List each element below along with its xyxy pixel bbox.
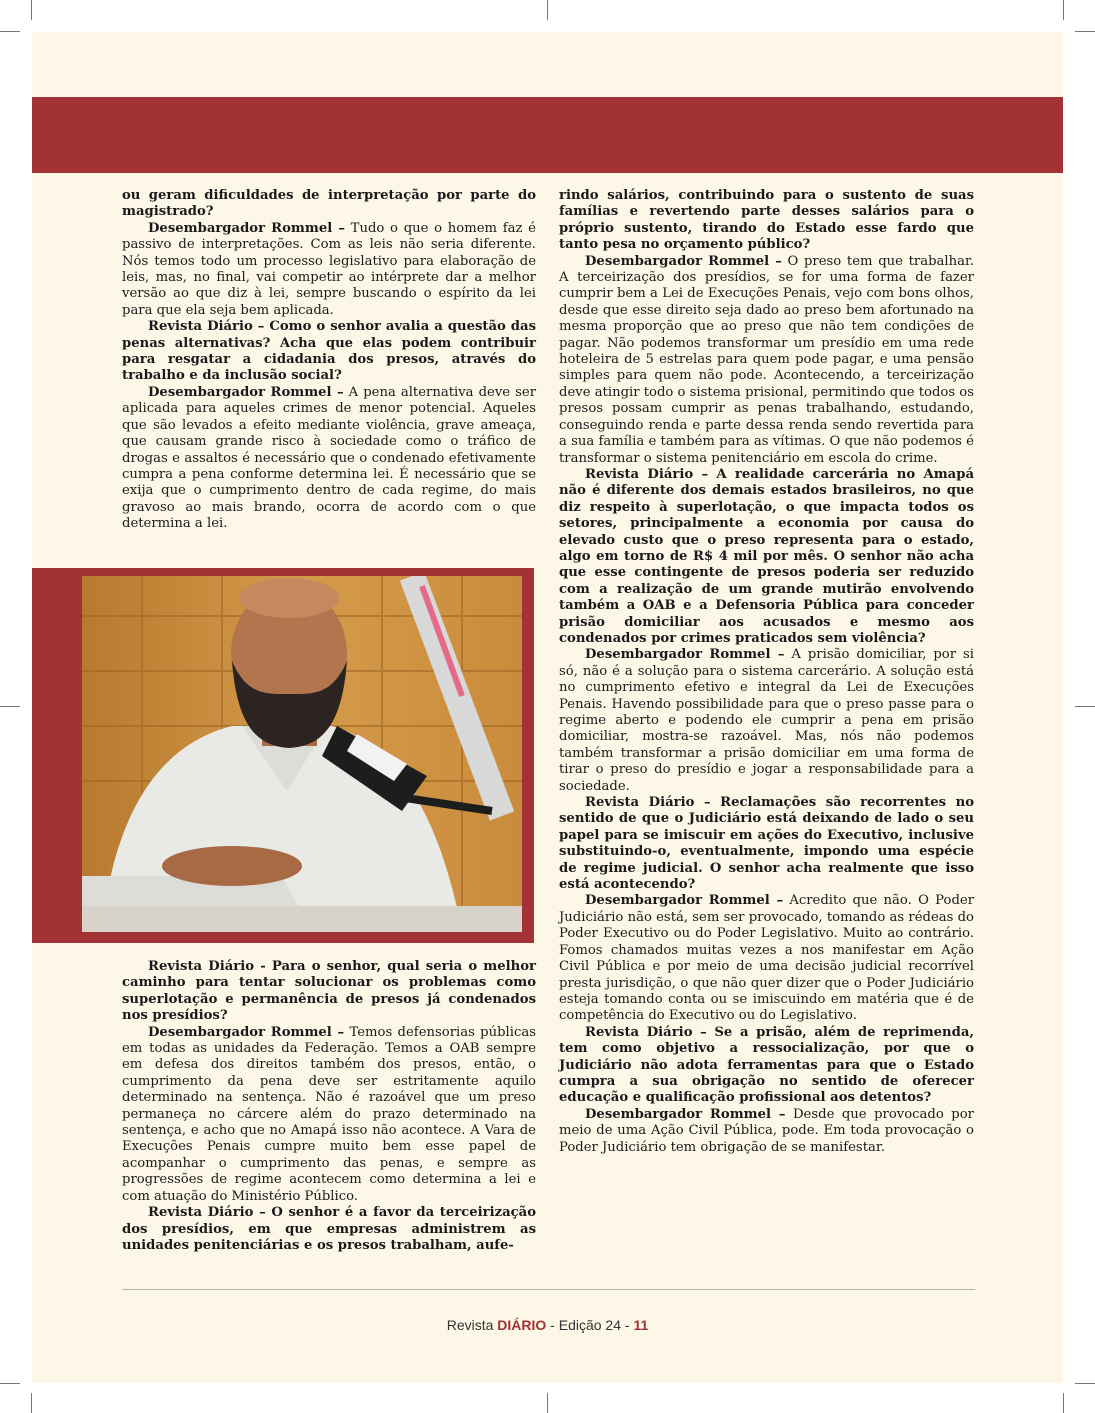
photo-illustration xyxy=(82,576,522,932)
interview-question xyxy=(559,1025,974,1107)
article-column-left-bottom xyxy=(122,959,536,1254)
interview-question xyxy=(559,188,974,254)
crop-mark xyxy=(547,0,548,20)
answer-text: Desde que provocado por meio de uma Ação Civil Pública, pode. Em toda provocação o Poder Judiciário tem obrigação de se manifestar. xyxy=(559,1106,974,1155)
speaker-label: Desembargador Rommel – xyxy=(585,253,782,269)
interview-question xyxy=(559,795,974,893)
page-footer xyxy=(0,1317,1095,1333)
footer-edition: - Edição 24 - xyxy=(546,1317,634,1333)
question-text: Revista Diário – Reclamações são recorrentes no sentido de que o Judiciário está deixando de lado o seu papel para se imiscuir em ações do Executivo, inclusive substituindo-o, eventualmente, impondo uma espécie de regime judicial. O senhor acha realmente que isso está acontecendo? xyxy=(559,795,974,893)
crop-mark xyxy=(0,1383,20,1384)
interview-answer xyxy=(122,221,536,319)
crop-mark xyxy=(31,1393,32,1413)
interview-question xyxy=(122,959,536,1025)
speaker-label: Desembargador Rommel – xyxy=(585,893,784,909)
crop-mark xyxy=(1075,706,1095,707)
crop-mark xyxy=(547,1393,548,1413)
interview-photo xyxy=(82,576,522,932)
interview-question xyxy=(122,319,536,385)
interview-answer xyxy=(122,1025,536,1205)
interview-question xyxy=(122,1205,536,1254)
interview-question xyxy=(122,188,536,221)
article-column-left-top xyxy=(122,188,536,533)
interview-answer xyxy=(559,647,974,795)
interview-answer xyxy=(559,254,974,467)
crop-mark xyxy=(1075,1383,1095,1384)
question-text: Revista Diário - Para o senhor, qual seria o melhor caminho para tentar solucionar os problemas como superlotação e permanência de presos já condenados nos presídios? xyxy=(122,959,536,1024)
crop-mark xyxy=(1063,1393,1064,1413)
question-text: ou geram dificuldades de interpretação por parte do magistrado? xyxy=(122,188,536,220)
header-band xyxy=(32,97,1063,173)
crop-mark xyxy=(0,31,20,32)
speaker-label: Desembargador Rommel – xyxy=(148,1024,345,1040)
crop-mark xyxy=(31,0,32,20)
interview-answer xyxy=(559,1107,974,1156)
page-number: 11 xyxy=(633,1317,649,1333)
question-text: Revista Diário – O senhor é a favor da terceirização dos presídios, em que empresas administrem as unidades penitenciárias e os presos trabalham, aufe- xyxy=(122,1205,536,1253)
footer-rule xyxy=(122,1289,975,1290)
answer-text: A pena alternativa deve ser aplicada para aqueles crimes de menor potencial. Aqueles que são levados a efeito mediante violência, grave ameaça, que causam grande risco à sociedade como o tráfico de drogas e assaltos é necessário que o condenado efetivamente cumpra a pena conforme determina lei. É necessário que se exija que o cumprimento dentro de cada regime, do mais gravoso ao mais brando, ocorra de acordo com o que determina a lei. xyxy=(122,384,536,532)
interview-answer xyxy=(122,385,536,533)
interview-answer xyxy=(559,893,974,1024)
question-text: rindo salários, contribuindo para o sustento de suas famílias e revertendo parte desses salários para o próprio sustento, tirando do Estado esse fardo que tanto pesa no orçamento público? xyxy=(559,188,974,253)
interview-question xyxy=(559,467,974,647)
footer-brand: DIÁRIO xyxy=(497,1317,547,1333)
answer-text: Acredito que não. O Poder Judiciário não está, sem ser provocado, tomando as rédeas do Poder Executivo ou do Poder Legislativo. Muito ao contrário. Fomos chamados muitas vezes a nos manifestar em Ação Civil Pública e por meio de uma decisão judicial recorrível presta jurisdição, o que não quer dizer que o Poder Judiciário esteja tomando conta ou se imiscuindo em matéria que é de competência do Executivo ou do Legislativo. xyxy=(559,893,974,1024)
question-text: Revista Diário – A realidade carcerária no Amapá não é diferente dos demais estados brasileiros, no que diz respeito à superlotação, o que impacta todos os setores, principalmente a economia por causa do elevado custo que o preso representa para o estado, algo em torno de R$ 4 mil por mês. O senhor não acha que esse contingente de presos poderia ser reduzido com a realização de um grande mutirão envolvendo também a OAB e a Defensoria Pública para conceder prisão domiciliar aos acusados e mesmo aos condenados por crimes praticados sem violência? xyxy=(559,466,974,646)
speaker-label: Desembargador Rommel – xyxy=(585,647,785,663)
question-text: Revista Diário – Se a prisão, além de reprimenda, tem como objetivo a ressocialização, por que o Judiciário não adota ferramentas para que o Estado cumpra a sua obrigação no sentido de oferecer educação e qualificação profissional aos detentos? xyxy=(559,1024,974,1106)
speaker-label: Desembargador Rommel – xyxy=(585,1106,786,1122)
answer-text: Temos defensorias públicas em todas as unidades da Federação. Temos a OAB sempre em defesa dos direitos também dos presos, então, o cumprimento da pena deve ser estritamente aquilo determinado na sentença. Não é razoável que um preso permaneça no cárcere além do prazo determinado na sentença, e acho que no Amapá isso não acontece. A Vara de Execuções Penais cumpre muito bem esse papel de acompanhar o cumprimento das penas, e sempre as progressões de regime acontecem como determina a lei e com atuação do Ministério Público. xyxy=(122,1024,536,1204)
answer-text: A prisão domiciliar, por si só, não é a solução para o sistema carcerário. A solução está no cumprimento efetivo e integral da Lei de Execuções Penais. Havendo possibilidade para que o preso passe para o regime aberto e podendo ele cumprir a pena em prisão domiciliar, mostra-se razoável. Mas, nós não podemos também transformar a prisão domiciliar em uma forma de tirar o preso do presídio e jogar a responsabilidade para a sociedade. xyxy=(559,647,974,794)
question-text: Revista Diário – Como o senhor avalia a questão das penas alternativas? Acha que elas podem contribuir para resgatar a cidadania dos presos, através do trabalho e da inclusão social? xyxy=(122,319,536,384)
article-column-right xyxy=(559,188,974,1156)
crop-mark xyxy=(1063,0,1064,20)
speaker-label: Desembargador Rommel – xyxy=(148,220,345,236)
crop-mark xyxy=(1075,31,1095,32)
speaker-label: Desembargador Rommel – xyxy=(148,384,344,400)
crop-mark xyxy=(0,706,20,707)
answer-text: Tudo o que o homem faz é passivo de interpretações. Com as leis não seria diferente. Nós temos todo um processo legislativo para elaboração de leis, mas, no final, vai competir ao intérprete dar a melhor versão ao que diz à lei, sempre buscando o espírito da lei para que ela seja bem aplicada. xyxy=(122,220,536,318)
answer-text: O preso tem que trabalhar. A terceirização dos presídios, se for uma forma de fazer cumprir bem a Lei de Execuções Penais, vejo com bons olhos, desde que esse direito seja dado ao preso bem afortunado na mesma proporção que ao preso que não tem condições de pagar. Não podemos transformar um presídio em uma rede hoteleira de 5 estrelas para quem pode pagar, e uma pensão simples para quem não pode. Acontecendo, a terceirização deve atingir todo o sistema prisional, permitindo que todos os presos possam cumprir as penas trabalhando, estudando, conseguindo renda e parte dessa renda sendo revertida para a sua família e também para as vítimas. O que não podemos é transformar o sistema penitenciário em escola do crime. xyxy=(559,253,975,466)
footer-prefix: Revista xyxy=(446,1317,498,1333)
